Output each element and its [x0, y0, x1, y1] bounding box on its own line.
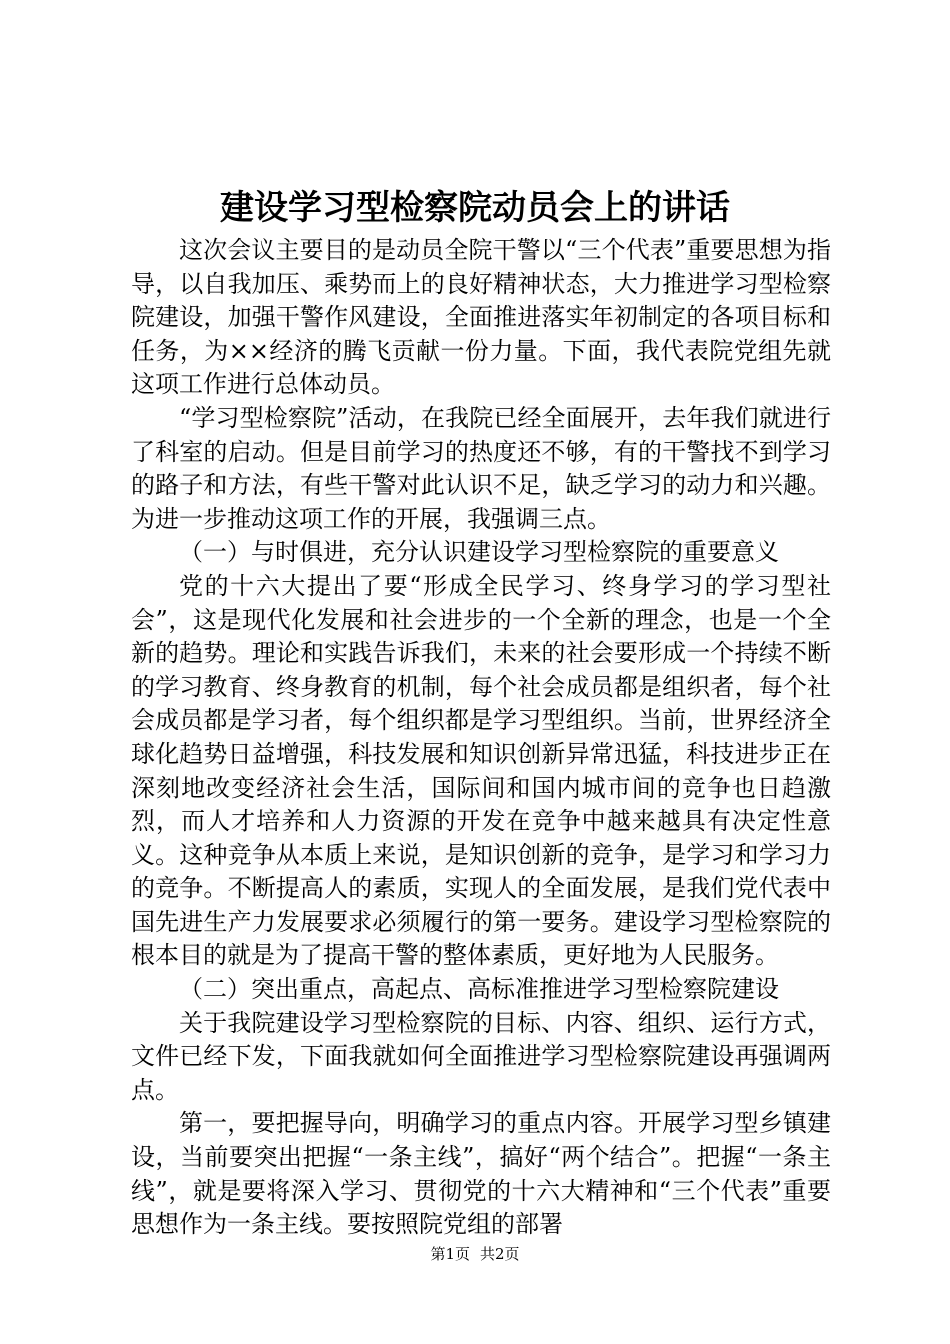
page-number: 第1页 — [430, 1245, 470, 1263]
paragraph: 关于我院建设学习型检察院的目标、内容、组织、运行方式，文件已经下发，下面我就如何全面推进学习型检察院建设再强调两点。 — [131, 1008, 831, 1104]
page-footer — [0, 1244, 950, 1264]
page-total: 共2页 — [480, 1245, 520, 1263]
document-body — [131, 234, 831, 1242]
document-title: 建设学习型检察院动员会上的讲话 — [220, 188, 730, 228]
paragraph: 这次会议主要目的是动员全院干警以“三个代表”重要思想为指导，以自我加压、乘势而上的良好精神状态，大力推进学习型检察院建设，加强干警作风建设，全面推进落实年初制定的各项目标和任务，为××经济的腾飞贡献一份力量。下面，我代表院党组先就这项工作进行总体动员。 — [131, 236, 831, 399]
paragraph: 第一，要把握导向，明确学习的重点内容。开展学习型乡镇建设，当前要突出把握“一条主线”，搞好“两个结合”。把握“一条主线”，就是要将深入学习、贯彻党的十六大精神和“三个代表”重要思想作为一条主线。要按照院党组的部署 — [131, 1109, 831, 1239]
paragraph: 党的十六大提出了要“形成全民学习、终身学习的学习型社会”，这是现代化发展和社会进步的一个全新的理念，也是一个全新的趋势。理论和实践告诉我们，未来的社会要形成一个持续不断的学习教育、终身教育的机制，每个社会成员都是组织者，每个社会成员都是学习者，每个组织都是学习型组织。当前，世界经济全球化趋势日益增强，科技发展和知识创新异常迅猛，科技进步正在深刻地改变经济社会生活，国际间和国内城市间的竞争也日趋激烈，而人才培养和人力资源的开发在竞争中越来越具有决定性意义。这种竞争从本质上来说，是知识创新的竞争，是学习和学习力的竞争。不断提高人的素质，实现人的全面发展，是我们党代表中国先进生产力发展要求必须履行的第一要务。建设学习型检察院的根本目的就是为了提高干警的整体素质，更好地为人民服务。 — [131, 571, 831, 970]
paragraph: “学习型检察院”活动，在我院已经全面展开，去年我们就进行了科室的启动。但是目前学习的热度还不够，有的干警找不到学习的路子和方法，有些干警对此认识不足，缺乏学习的动力和兴趣。为进一步推动这项工作的开展，我强调三点。 — [131, 403, 831, 533]
section-heading: （二）突出重点，高起点、高标准推进学习型检察院建设 — [179, 975, 779, 1004]
section-heading: （一）与时俱进，充分认识建设学习型检察院的重要意义 — [179, 538, 779, 567]
